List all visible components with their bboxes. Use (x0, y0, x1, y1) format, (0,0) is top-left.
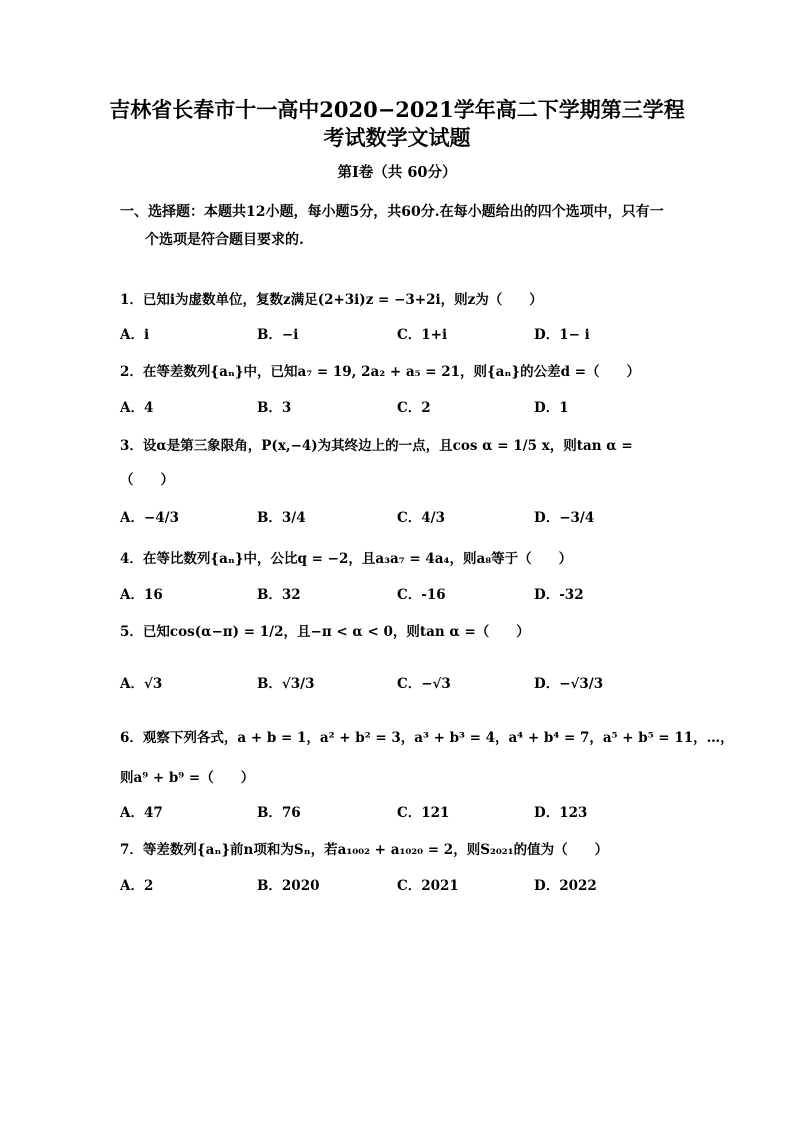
question-4-option-b: B．32 (257, 587, 301, 603)
question-6-option-d: D．123 (534, 805, 588, 821)
section-instructions-line1: 一、选择题：本题共12小题，每小题5分，共60分.在每小题给出的四个选项中，只有一 (120, 204, 664, 220)
question-2-option-c: C．2 (397, 400, 431, 416)
question-4-option-c: C．-16 (397, 587, 446, 603)
question-2-option-d: D．1 (534, 400, 569, 416)
question-5-option-b: B．√3/3 (257, 676, 315, 692)
question-7-option-d: D．2022 (534, 878, 597, 894)
exam-title-line1: 吉林省长春市十一高中2020−2021学年高二下学期第三学程 (109, 97, 685, 122)
question-7-stem: 7．等差数列{aₙ}前n项和为Sₙ，若a₁₀₀₂ + a₁₀₂₀ = 2，则S₂₀₂₁的值为（ ） (120, 842, 609, 858)
part-heading: 第Ⅰ卷（共 60分） (337, 164, 457, 181)
question-5-options (120, 665, 690, 699)
question-2-option-b: B．3 (257, 400, 292, 416)
question-1-stem: 1．已知i为虚数单位，复数z满足(2+3i)z = −3+2i，则z为（ ） (120, 292, 543, 308)
question-4-stem: 4．在等比数列{aₙ}中，公比q = −2，且a₃a₇ = 4a₄，则a₈等于（ ） (120, 551, 573, 567)
question-7-options (120, 867, 690, 901)
question-4-option-a: A．16 (120, 587, 163, 603)
question-6-options (120, 794, 690, 828)
question-1-option-a: A．i (120, 327, 150, 343)
question-3-option-c: C．4/3 (397, 510, 445, 526)
question-5-stem: 5．已知cos(α−π) = 1/2，且−π < α < 0，则tan α =（ ） (120, 624, 530, 640)
question-3-options (120, 499, 690, 533)
question-2-stem: 2．在等差数列{aₙ}中，已知a₇ = 19, 2a₂ + a₅ = 21，则{aₙ}的公差d =（ ） (120, 364, 641, 380)
question-3-stem-continued: （ ） (120, 472, 174, 488)
question-6-stem: 6．观察下列各式，a + b = 1，a² + b² = 3，a³ + b³ = 4，a⁴ + b⁴ = 7，a⁵ + b⁵ = 11，…， (120, 730, 734, 746)
question-3-stem: 3．设α是第三象限角，P(x,−4)为其终边上的一点，且cos α = 1/5 x，则tan α = (120, 438, 633, 454)
question-1-option-d: D．1− i (534, 327, 590, 343)
question-5-option-d: D．−√3/3 (534, 676, 604, 692)
question-6-option-c: C．121 (397, 805, 450, 821)
question-6-option-b: B．76 (257, 805, 301, 821)
question-6-stem-continued: 则a⁹ + b⁹ =（ ） (120, 770, 255, 786)
question-3-option-d: D．−3/4 (534, 510, 595, 526)
question-5-option-a: A．√3 (120, 676, 163, 692)
question-1-option-b: B．−i (257, 327, 299, 343)
question-5-option-c: C．−√3 (397, 676, 451, 692)
question-4-option-d: D．-32 (534, 587, 584, 603)
question-3-option-a: A．−4/3 (120, 510, 180, 526)
question-1-options (120, 316, 690, 350)
question-7-option-c: C．2021 (397, 878, 459, 894)
question-7-option-b: B．2020 (257, 878, 320, 894)
question-7-option-a: A．2 (120, 878, 154, 894)
section-instructions-line2: 个选项是符合题目要求的. (145, 232, 304, 248)
exam-title-line2: 考试数学文试题 (323, 125, 471, 150)
question-3-option-b: B．3/4 (257, 510, 306, 526)
question-2-option-a: A．4 (120, 400, 154, 416)
section-instructions (120, 198, 690, 254)
question-2-options (120, 389, 690, 423)
question-6-option-a: A．47 (120, 805, 163, 821)
question-4-options (120, 576, 690, 610)
question-1-option-c: C．1+i (397, 327, 448, 343)
